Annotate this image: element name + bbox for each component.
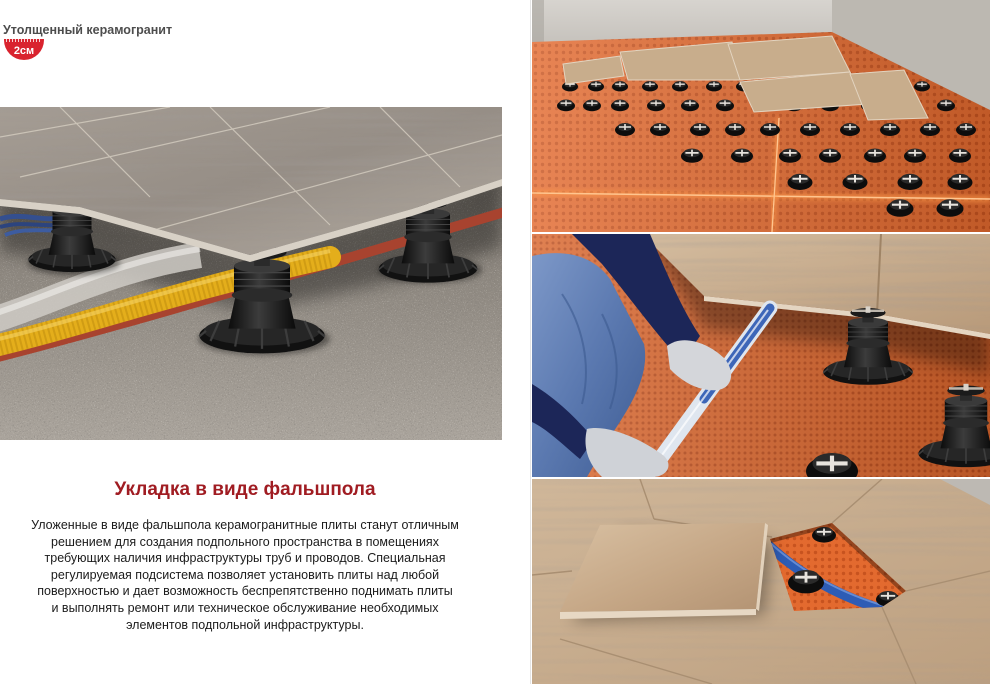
paragraph-line: регулируемая подсистема позволяет установить плиты над любой <box>50 567 440 582</box>
pedestal-grid-photo <box>532 0 990 232</box>
paragraph-line: Уложенные в виде фальшпола керамогранитные плиты станут отличным <box>31 518 459 532</box>
removable-tile-photo <box>532 479 990 684</box>
paragraph-line: элементов подпольной инфраструктуры. <box>126 617 364 632</box>
thickness-badge-label: 2см <box>13 45 35 57</box>
column-divider <box>530 0 531 684</box>
thickness-badge <box>4 39 44 60</box>
description-paragraph <box>0 517 490 633</box>
paragraph-line: требующих наличия инфраструктуры труб и проводов. Специальная <box>44 551 446 566</box>
pipe-installation-photo <box>532 234 990 477</box>
raised-floor-photo <box>0 107 502 440</box>
ruler-ticks <box>6 39 42 42</box>
product-title: Утолщенный керамогранит <box>3 23 173 37</box>
paragraph-line: и выполнять ремонт или техническое обслуживание необходимых <box>51 600 439 615</box>
section-heading: Укладка в виде фальшпола <box>114 479 376 500</box>
paragraph-line: решением для создания подпольного пространства в помещениях <box>51 534 439 549</box>
paragraph-line: поверхностью и дает возможность беспрепятственно поднимать плиты <box>37 584 453 599</box>
